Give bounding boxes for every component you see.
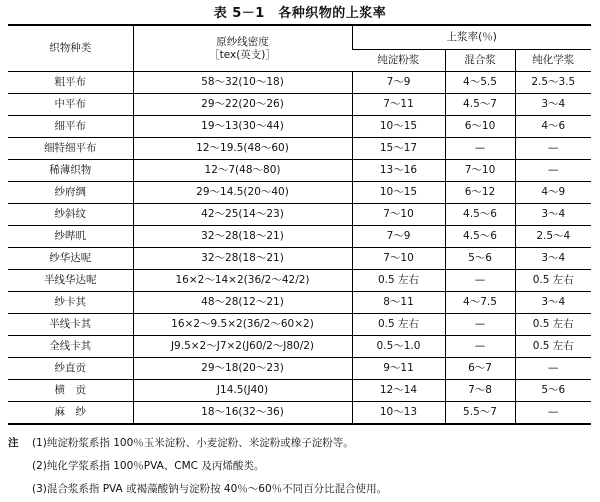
mixed-size-rate-cell: 4～7.5 <box>445 292 515 314</box>
pure-starch-rate-cell: 0.5 左右 <box>352 314 445 336</box>
table-row <box>8 160 591 182</box>
note-text: (3)混合浆系指 PVA 或褐藻酸钠与淀粉按 40％～60％不同百分比混合使用。 <box>32 483 388 495</box>
pure-starch-rate-cell: 10～15 <box>352 116 445 138</box>
fabric-type-cell: 纱哔叽 <box>8 226 133 248</box>
yarn-density-cell: 42～25(14～23) <box>133 204 352 226</box>
pure-starch-rate-cell: 10～13 <box>352 402 445 425</box>
pure-starch-rate-cell: 10～15 <box>352 182 445 204</box>
header-density-line2: ［tex(英支)］ <box>209 48 276 61</box>
header-yarn-density <box>133 25 352 72</box>
mixed-size-rate-cell: 7～8 <box>445 380 515 402</box>
pure-chemical-rate-cell: 0.5 左右 <box>515 314 591 336</box>
header-sizing-rate: 上浆率(％) <box>352 25 591 50</box>
yarn-density-cell: 29～14.5(20～40) <box>133 182 352 204</box>
fabric-type-cell: 纱斜纹 <box>8 204 133 226</box>
mixed-size-rate-cell: — <box>445 138 515 160</box>
pure-starch-rate-cell: 0.5～1.0 <box>352 336 445 358</box>
mixed-size-rate-cell: 5.5～7 <box>445 402 515 425</box>
yarn-density-cell: 19～13(30～44) <box>133 116 352 138</box>
mixed-size-rate-cell: 6～7 <box>445 358 515 380</box>
pure-starch-rate-cell: 7～10 <box>352 248 445 270</box>
table-row <box>8 182 591 204</box>
mixed-size-rate-cell: 6～10 <box>445 116 515 138</box>
fabric-type-cell: 细特细平布 <box>8 138 133 160</box>
fabric-type-cell: 细平布 <box>8 116 133 138</box>
fabric-type-cell: 纱卡其 <box>8 292 133 314</box>
pure-starch-rate-cell: 0.5 左右 <box>352 270 445 292</box>
pure-chemical-rate-cell: 3～4 <box>515 292 591 314</box>
mixed-size-rate-cell: — <box>445 270 515 292</box>
pure-starch-rate-cell: 7～9 <box>352 226 445 248</box>
mixed-size-rate-cell: 7～10 <box>445 160 515 182</box>
note-line <box>8 455 593 478</box>
table-row <box>8 402 591 425</box>
note-text: (2)纯化学浆系指 100％PVA、CMC 及丙烯酸类。 <box>32 460 265 472</box>
note-line <box>8 478 593 501</box>
table-row <box>8 94 591 116</box>
table-row <box>8 116 591 138</box>
header-density-line1: 原纱线密度 <box>216 35 269 48</box>
fabric-type-cell: 半线卡其 <box>8 314 133 336</box>
fabric-type-cell: 中平布 <box>8 94 133 116</box>
table-row <box>8 270 591 292</box>
yarn-density-cell: 58～32(10～18) <box>133 72 352 94</box>
yarn-density-cell: 32～28(18～21) <box>133 248 352 270</box>
pure-starch-rate-cell: 15～17 <box>352 138 445 160</box>
sizing-rate-table <box>8 24 591 425</box>
table-row <box>8 204 591 226</box>
pure-starch-rate-cell: 9～11 <box>352 358 445 380</box>
header-pure-starch: 纯淀粉浆 <box>352 50 445 72</box>
pure-chemical-rate-cell: 4～6 <box>515 116 591 138</box>
mixed-size-rate-cell: 5～6 <box>445 248 515 270</box>
mixed-size-rate-cell: 4.5～6 <box>445 226 515 248</box>
yarn-density-cell: J14.5(J40) <box>133 380 352 402</box>
table-row <box>8 226 591 248</box>
header-fabric-type: 织物种类 <box>8 25 133 72</box>
pure-chemical-rate-cell: 5～6 <box>515 380 591 402</box>
yarn-density-cell: 29～18(20～23) <box>133 358 352 380</box>
mixed-size-rate-cell: 4～5.5 <box>445 72 515 94</box>
pure-chemical-rate-cell: 2.5～4 <box>515 226 591 248</box>
table-row <box>8 138 591 160</box>
yarn-density-cell: 32～28(18～21) <box>133 226 352 248</box>
table-row <box>8 380 591 402</box>
pure-chemical-rate-cell: — <box>515 160 591 182</box>
note-text: (1)纯淀粉浆系指 100％玉米淀粉、小麦淀粉、米淀粉或橡子淀粉等。 <box>32 437 354 449</box>
yarn-density-cell: J9.5×2～J7×2(J60/2～J80/2) <box>133 336 352 358</box>
header-pure-chemical: 纯化学浆 <box>515 50 591 72</box>
pure-chemical-rate-cell: 0.5 左右 <box>515 270 591 292</box>
pure-starch-rate-cell: 13～16 <box>352 160 445 182</box>
fabric-type-cell: 横 贡 <box>8 380 133 402</box>
mixed-size-rate-cell: — <box>445 314 515 336</box>
pure-chemical-rate-cell: 0.5 左右 <box>515 336 591 358</box>
yarn-density-cell: 12～7(48～80) <box>133 160 352 182</box>
fabric-type-cell: 稀薄织物 <box>8 160 133 182</box>
mixed-size-rate-cell: 4.5～7 <box>445 94 515 116</box>
pure-chemical-rate-cell: 2.5～3.5 <box>515 72 591 94</box>
yarn-density-cell: 48～28(12～21) <box>133 292 352 314</box>
pure-chemical-rate-cell: — <box>515 138 591 160</box>
yarn-density-cell: 12～19.5(48～60) <box>133 138 352 160</box>
fabric-type-cell: 粗平布 <box>8 72 133 94</box>
yarn-density-cell: 29～22(20～26) <box>133 94 352 116</box>
fabric-type-cell: 麻 纱 <box>8 402 133 425</box>
pure-chemical-rate-cell: 3～4 <box>515 94 591 116</box>
pure-starch-rate-cell: 7～10 <box>352 204 445 226</box>
mixed-size-rate-cell: 6～12 <box>445 182 515 204</box>
table-row <box>8 292 591 314</box>
pure-starch-rate-cell: 12～14 <box>352 380 445 402</box>
mixed-size-rate-cell: 4.5～6 <box>445 204 515 226</box>
yarn-density-cell: 18～16(32～36) <box>133 402 352 425</box>
table-row <box>8 72 591 94</box>
header-mixed-size: 混合浆 <box>445 50 515 72</box>
note-label: 注 <box>8 437 19 449</box>
yarn-density-cell: 16×2～9.5×2(36/2～60×2) <box>133 314 352 336</box>
table-row <box>8 336 591 358</box>
table-title: 表 5－1 各种织物的上浆率 <box>213 6 387 21</box>
fabric-type-cell: 纱府绸 <box>8 182 133 204</box>
fabric-type-cell: 纱直贡 <box>8 358 133 380</box>
pure-starch-rate-cell: 7～9 <box>352 72 445 94</box>
pure-chemical-rate-cell: 4～9 <box>515 182 591 204</box>
mixed-size-rate-cell: — <box>445 336 515 358</box>
fabric-type-cell: 全线卡其 <box>8 336 133 358</box>
table-notes <box>8 432 593 501</box>
table-row <box>8 314 591 336</box>
pure-chemical-rate-cell: 3～4 <box>515 204 591 226</box>
table-row <box>8 248 591 270</box>
pure-starch-rate-cell: 7～11 <box>352 94 445 116</box>
yarn-density-cell: 16×2～14×2(36/2～42/2) <box>133 270 352 292</box>
table-row <box>8 358 591 380</box>
fabric-type-cell: 纱华达呢 <box>8 248 133 270</box>
pure-chemical-rate-cell: — <box>515 358 591 380</box>
pure-starch-rate-cell: 8～11 <box>352 292 445 314</box>
fabric-type-cell: 半线华达呢 <box>8 270 133 292</box>
note-line <box>8 432 593 455</box>
pure-chemical-rate-cell: 3～4 <box>515 248 591 270</box>
pure-chemical-rate-cell: — <box>515 402 591 425</box>
